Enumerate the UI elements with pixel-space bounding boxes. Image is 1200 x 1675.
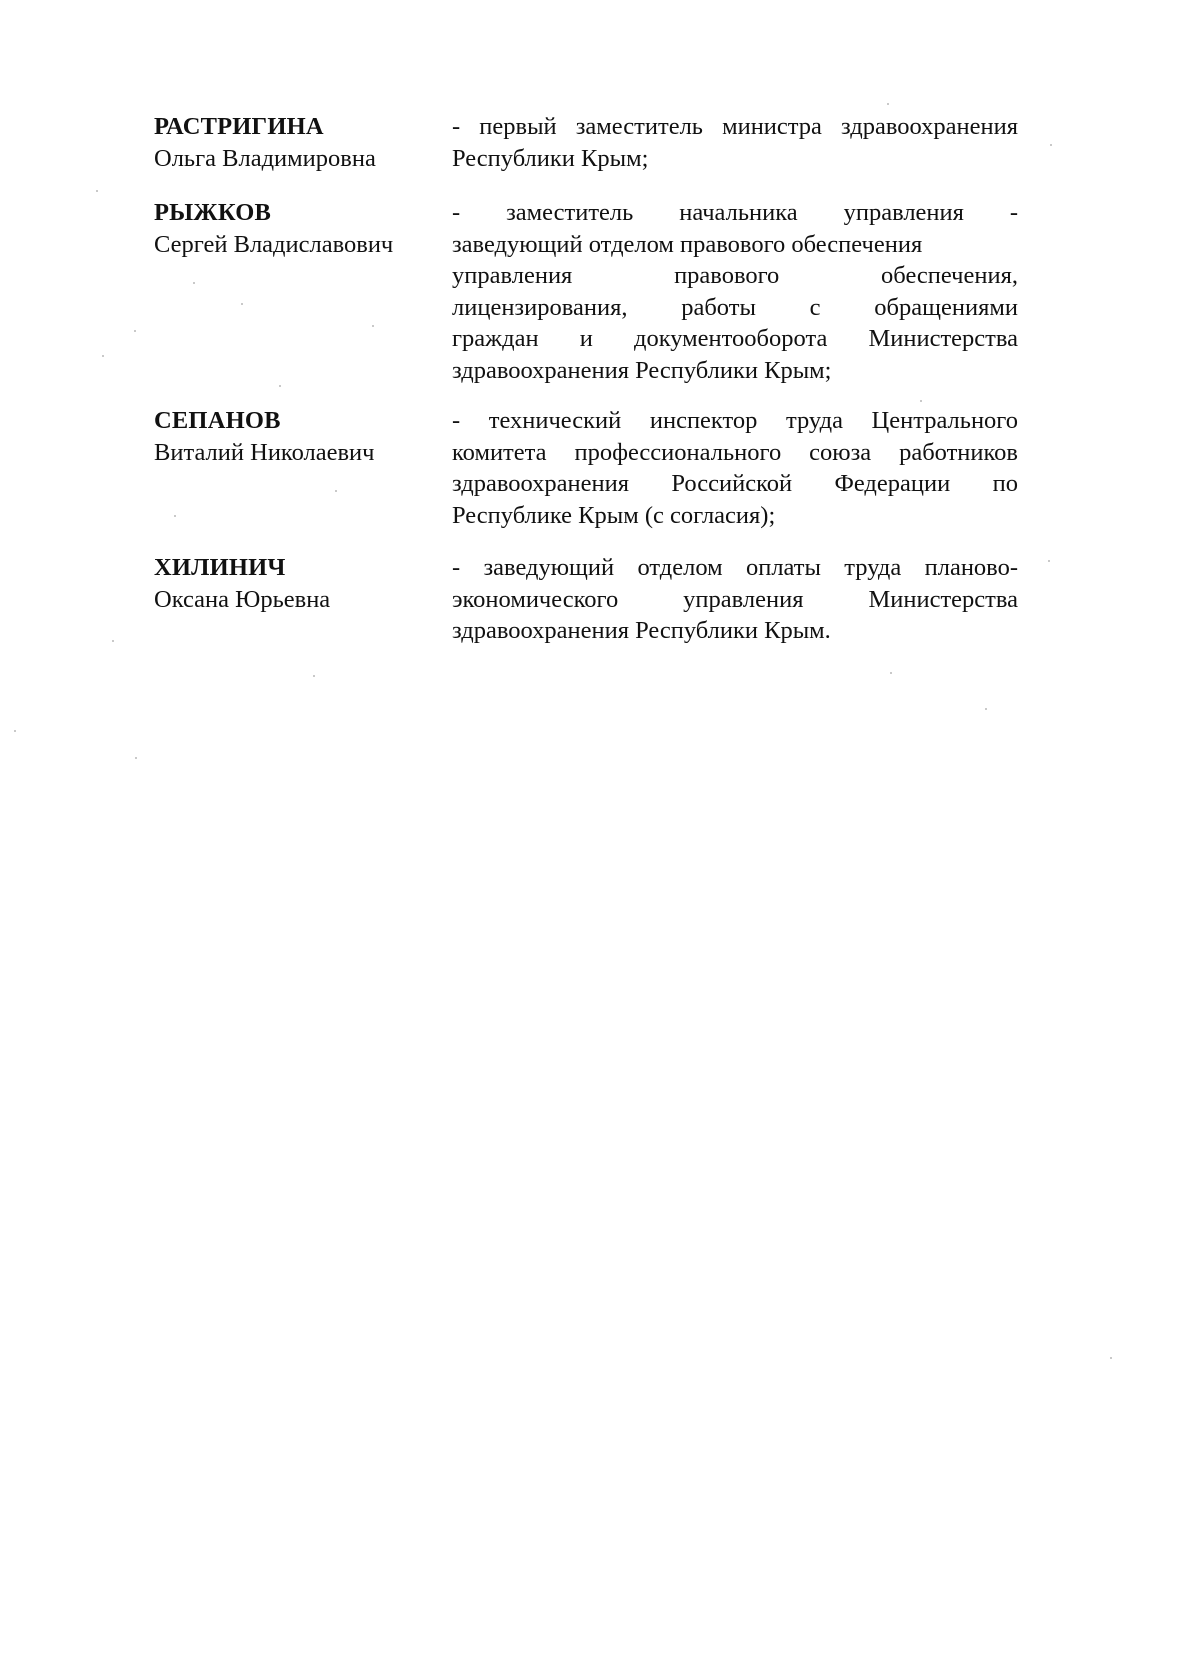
scan-speck (920, 400, 922, 402)
member-entry (154, 405, 1018, 531)
member-surname: СЕПАНОВ (154, 407, 281, 434)
member-given-names: Виталий Николаевич (154, 438, 375, 466)
position-line: Республики Крым; (452, 144, 649, 172)
position-line: здравоохранения Республики Крым; (452, 356, 832, 384)
member-name-block (154, 552, 452, 647)
member-surname: РАСТРИГИНА (154, 113, 324, 140)
member-given-names: Сергей Владиславович (154, 230, 394, 258)
position-line: - заведующий отделом оплаты труда планово- (452, 554, 1018, 581)
member-entry (154, 111, 1018, 174)
scan-speck (279, 385, 281, 387)
member-name-block (154, 111, 452, 174)
member-name-block (154, 405, 452, 531)
scan-speck (134, 330, 136, 332)
position-line: - технический инспектор труда Центрального (452, 407, 1018, 434)
position-line: экономического управления Министерства (452, 585, 1018, 613)
member-surname: РЫЖКОВ (154, 199, 272, 226)
scan-speck (985, 708, 987, 710)
position-line: здравоохранения Республики Крым. (452, 617, 831, 644)
scan-speck (887, 103, 889, 105)
scan-speck (890, 672, 892, 674)
member-position (452, 111, 1018, 174)
position-line: управления правового обеспечения, (452, 262, 1018, 289)
member-given-names: Ольга Владимировна (154, 144, 376, 172)
position-line: граждан и документооборота Министерства (452, 325, 1018, 352)
member-entry (154, 197, 1018, 386)
scan-speck (96, 190, 98, 192)
scan-speck (14, 730, 16, 732)
position-line: лицензирования, работы с обращениями (452, 293, 1018, 321)
member-name-block (154, 197, 452, 386)
position-line: заведующий отделом правового обеспечения (452, 230, 923, 258)
scan-speck (372, 325, 374, 327)
scan-speck (1110, 1357, 1112, 1359)
position-line: - заместитель начальника управления - (452, 199, 1018, 226)
scan-speck (102, 355, 104, 357)
scan-speck (313, 675, 315, 677)
position-line: здравоохранения Российской Федерации по (452, 470, 1018, 497)
member-position (452, 405, 1018, 531)
scan-speck (241, 303, 243, 305)
position-line: Республике Крым (с согласия); (452, 501, 776, 529)
scan-speck (112, 640, 114, 642)
member-entry (154, 552, 1018, 647)
scan-speck (135, 757, 137, 759)
scan-speck (193, 282, 195, 284)
scan-speck (1050, 144, 1052, 146)
member-given-names: Оксана Юрьевна (154, 585, 331, 613)
member-position (452, 552, 1018, 647)
position-line: комитета профессионального союза работников (452, 438, 1018, 466)
scan-speck (174, 515, 176, 517)
member-position (452, 197, 1018, 386)
member-surname: ХИЛИНИЧ (154, 554, 286, 581)
scan-speck (335, 490, 337, 492)
scan-speck (1048, 560, 1050, 562)
position-line: - первый заместитель министра здравоохранения (452, 113, 1018, 140)
